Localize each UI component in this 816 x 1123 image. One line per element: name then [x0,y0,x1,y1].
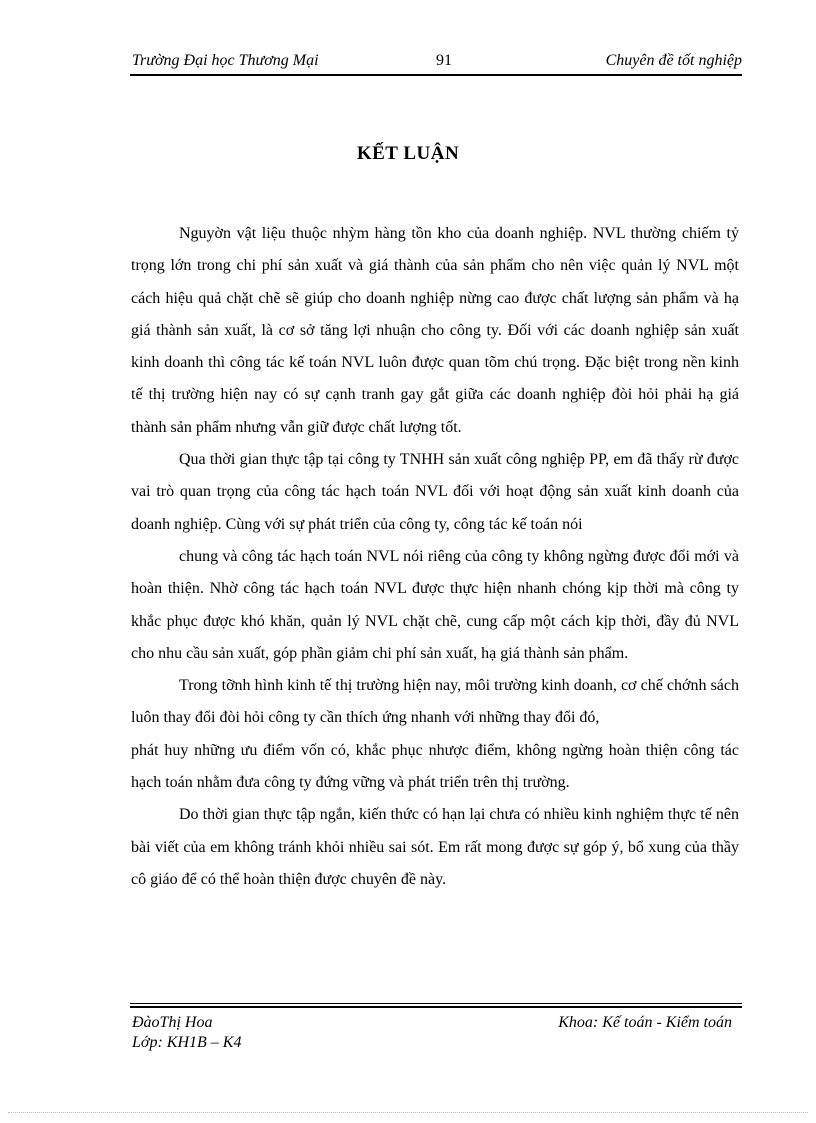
footer-divider-thin [130,1003,742,1004]
paragraph-2b-text: chung và công tác hạch toán NVL nói riêng của công ty không ngừng được đổi mới và hoàn thiện. Nhờ công tác hạch toán NVL được thực hiện nhanh chóng kịp thời mà công ty khắc phục được khó khăn, quản lý NVL chặt chẽ, cung cấp một cách kịp thời, đầy đủ NVL cho nhu cầu sản xuất, góp phần giảm chi phí sản xuất, hạ giá thành sản phẩm. [131,547,739,662]
paragraph-3b [131,735,739,800]
paragraph-1: Nguyờn vật liệu thuộc nhỳm hàng tồn kho của doanh nghiệp. NVL thường chiếm tỷ trọng lớn trong chi phí sản xuất và giá thành của sản phẩm cho nên việc quản lý NVL một cách hiệu quả chặt chẽ sẽ giúp cho doanh nghiệp nừng cao được chất lượng sản phẩm và hạ giá thành sản xuất, là cơ sở tăng lợi nhuận cho công ty. Đối với các doanh nghiệp sản xuất kinh doanh thì công tác kế toán NVL luôn được quan tõm chú trọng. Đặc biệt trong nền kinh tế thị trường hiện nay có sự cạnh tranh gay gắt giữa các doanh nghiệp đòi hỏi phải hạ giá thành sản phẩm nhưng vẫn giữ được chất lượng tốt. [131,225,739,436]
footer-divider-thick [130,1006,742,1008]
paragraph-4: Do thời gian thực tập ngắn, kiến thức có hạn lại chưa có nhiều kinh nghiệm thực tế nên bài viết của em không tránh khỏi nhiều sai sót. Em rất mong được sự góp ý, bổ xung của thầy cô giáo để có thể hoàn thiện được chuyên đề này. [131,806,739,888]
paragraph-2a: Qua thời gian thực tập tại công ty TNHH sản xuất công nghiệp PP, em đã thấy rừ được vai trò quan trọng của công tác hạch toán NVL đối với hoạt động sản xuất kinh doanh của doanh nghiệp. Cùng với sự phát triển của công ty, công tác kế toán nói [131,451,739,533]
paragraph-3a: Trong tỡnh hình kinh tế thị trường hiện nay, môi trường kinh doanh, cơ chế chớnh sách luôn thay đổi đòi hỏi công ty cần thích ứng nhanh với những thay đổi đó, [131,677,739,727]
paragraph-3b-text: phát huy những ưu điểm vốn có, khắc phục nhược điểm, không ngừng hoàn thiện công tác hạch toán nhằm đưa công ty đứng vững và phát triển trên thị trường. [131,741,739,792]
department-name: Khoa: Kế toán - Kiểm toán [558,1014,732,1031]
header-divider [130,74,742,76]
paragraph-2b [131,541,739,670]
page-header [132,52,742,74]
school-name: Trường Đại học Thương Mại [132,52,319,69]
page-bottom-dotted-line [8,1112,808,1113]
page-number: 91 [436,52,452,69]
author-name: ĐàoThị Hoa [132,1014,213,1031]
document-type: Chuyên đề tốt nghiệp [605,52,742,69]
class-name: Lớp: KH1B – K4 [132,1034,242,1051]
body-text [131,218,739,896]
page-title: KẾT LUẬN [356,143,460,164]
